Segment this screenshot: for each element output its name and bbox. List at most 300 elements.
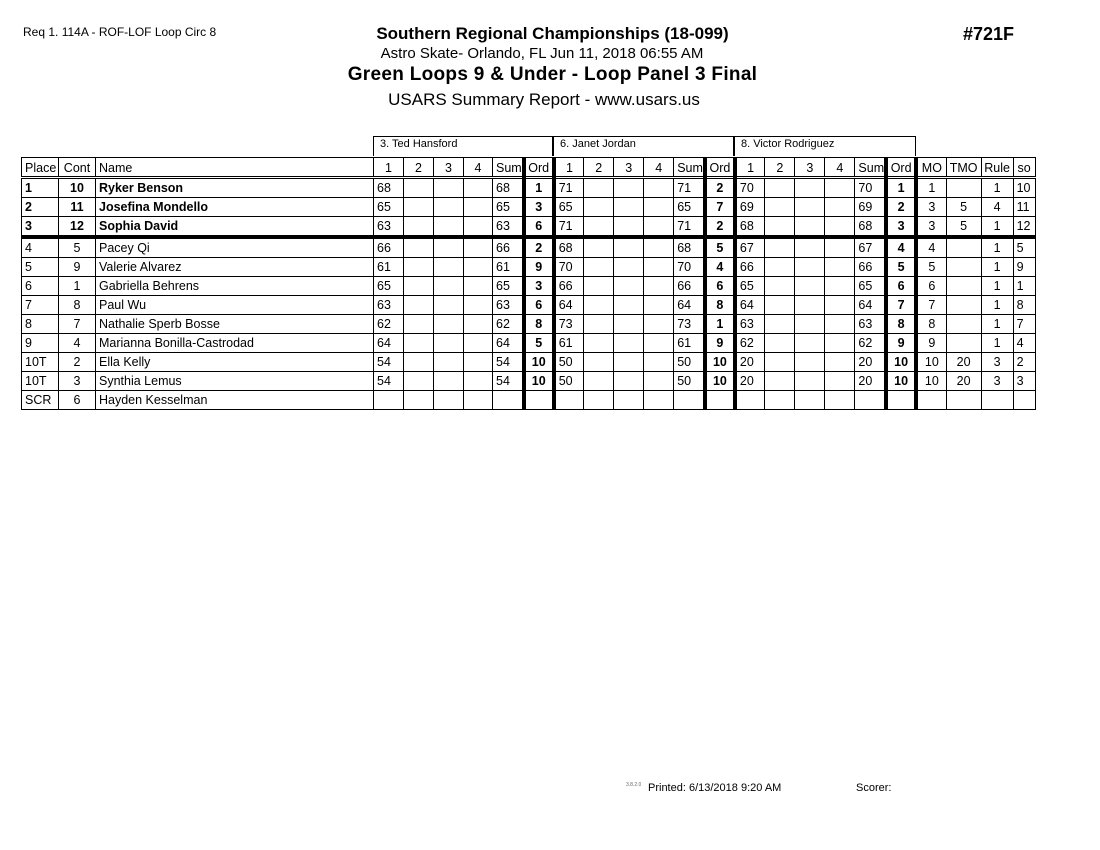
judge-header-3: 8. Victor Rodriguez (734, 136, 916, 156)
score-cell (464, 334, 493, 353)
report-title: USARS Summary Report - www.usars.us (388, 90, 700, 109)
ordinal-cell: 5 (705, 237, 735, 258)
ordinal-cell: 6 (705, 277, 735, 296)
ordinal-cell: 9 (524, 258, 554, 277)
results-table (21, 157, 1036, 410)
tmo-cell: 5 (946, 198, 981, 217)
place-cell: 3 (22, 217, 59, 238)
score-cell (795, 237, 825, 258)
sum-cell: 64 (493, 334, 524, 353)
score-cell (795, 353, 825, 372)
score-cell (644, 334, 674, 353)
score-cell: 63 (735, 315, 765, 334)
rule-cell: 1 (981, 217, 1013, 238)
score-cell (825, 372, 855, 391)
ordinal-cell: 10 (524, 353, 554, 372)
score-cell (374, 391, 404, 410)
skater-name-cell: Josefina Mondello (96, 198, 374, 217)
score-cell (644, 391, 674, 410)
score-cell (795, 391, 825, 410)
skater-name-cell: Paul Wu (96, 296, 374, 315)
score-cell (735, 391, 765, 410)
so-cell: 12 (1013, 217, 1035, 238)
score-cell: 50 (554, 353, 584, 372)
score-cell: 54 (374, 353, 404, 372)
ordinal-cell: 10 (886, 353, 916, 372)
rule-cell: 3 (981, 372, 1013, 391)
score-cell (404, 315, 434, 334)
competition-title: Southern Regional Championships (18-099) (376, 24, 729, 43)
cont-cell: 2 (59, 353, 96, 372)
ordinal-cell: 1 (705, 315, 735, 334)
tmo-cell: 20 (946, 372, 981, 391)
score-cell (404, 237, 434, 258)
rule-cell: 1 (981, 334, 1013, 353)
score-cell (404, 198, 434, 217)
rule-cell: 1 (981, 258, 1013, 277)
sum-cell: 67 (855, 237, 886, 258)
score-cell (584, 372, 614, 391)
score-cell: 61 (554, 334, 584, 353)
col-tmo: TMO (946, 158, 981, 178)
ordinal-cell: 8 (705, 296, 735, 315)
judge-header-1: 3. Ted Hansford (373, 136, 553, 156)
ordinal-cell: 10 (886, 372, 916, 391)
tmo-cell (946, 277, 981, 296)
score-cell (464, 178, 493, 198)
score-cell (765, 217, 795, 238)
score-cell (404, 372, 434, 391)
score-cell: 66 (374, 237, 404, 258)
sum-cell (674, 391, 705, 410)
score-cell (584, 315, 614, 334)
score-cell: 64 (374, 334, 404, 353)
rule-cell: 1 (981, 277, 1013, 296)
score-cell (404, 353, 434, 372)
score-cell (644, 296, 674, 315)
sum-cell: 62 (855, 334, 886, 353)
score-cell (825, 178, 855, 198)
skater-name-cell: Sophia David (96, 217, 374, 238)
ordinal-cell: 6 (886, 277, 916, 296)
sum-cell: 50 (674, 353, 705, 372)
ordinal-cell: 5 (886, 258, 916, 277)
score-cell (795, 258, 825, 277)
score-cell (434, 237, 464, 258)
place-cell: 10T (22, 353, 59, 372)
score-cell: 54 (374, 372, 404, 391)
col-j1-ord: Ord (524, 158, 554, 178)
sum-cell: 70 (855, 178, 886, 198)
score-cell: 66 (735, 258, 765, 277)
score-cell (825, 217, 855, 238)
ordinal-cell: 6 (524, 217, 554, 238)
tmo-cell (946, 391, 981, 410)
score-cell: 65 (374, 198, 404, 217)
sum-cell: 64 (674, 296, 705, 315)
table-row (22, 277, 1036, 296)
header-row (22, 158, 1036, 178)
col-j3-3: 3 (795, 158, 825, 178)
scorer-label: Scorer: (856, 782, 892, 794)
ordinal-cell: 4 (886, 237, 916, 258)
sum-cell: 64 (855, 296, 886, 315)
ordinal-cell: 3 (886, 217, 916, 238)
score-cell (434, 315, 464, 334)
so-cell: 2 (1013, 353, 1035, 372)
place-cell: 10T (22, 372, 59, 391)
ordinal-cell: 3 (524, 198, 554, 217)
skater-name-cell: Synthia Lemus (96, 372, 374, 391)
place-cell: 6 (22, 277, 59, 296)
score-cell (584, 334, 614, 353)
score-cell (825, 296, 855, 315)
sum-cell: 65 (674, 198, 705, 217)
score-cell (404, 258, 434, 277)
sum-cell: 61 (674, 334, 705, 353)
sum-cell: 71 (674, 178, 705, 198)
sum-cell: 65 (493, 277, 524, 296)
sum-cell (855, 391, 886, 410)
ordinal-cell: 2 (886, 198, 916, 217)
score-cell (614, 178, 644, 198)
col-rule: Rule (981, 158, 1013, 178)
ordinal-cell: 6 (524, 296, 554, 315)
score-cell (464, 372, 493, 391)
ordinal-cell: 2 (705, 178, 735, 198)
sum-cell: 54 (493, 372, 524, 391)
score-cell (434, 198, 464, 217)
col-mo: MO (916, 158, 946, 178)
ordinal-cell: 3 (524, 277, 554, 296)
sum-cell: 63 (493, 217, 524, 238)
score-cell (464, 237, 493, 258)
score-cell (584, 277, 614, 296)
sum-cell: 66 (855, 258, 886, 277)
score-cell (795, 217, 825, 238)
score-cell (825, 315, 855, 334)
rule-cell: 3 (981, 353, 1013, 372)
col-j1-3: 3 (434, 158, 464, 178)
score-cell (404, 334, 434, 353)
score-cell (464, 353, 493, 372)
score-cell (765, 334, 795, 353)
score-cell: 62 (374, 315, 404, 334)
sum-cell: 62 (493, 315, 524, 334)
score-cell (434, 178, 464, 198)
score-cell (644, 258, 674, 277)
so-cell: 11 (1013, 198, 1035, 217)
ordinal-cell (886, 391, 916, 410)
ordinal-cell: 7 (705, 198, 735, 217)
mo-cell: 10 (916, 372, 946, 391)
score-cell (404, 277, 434, 296)
rule-cell (981, 391, 1013, 410)
score-cell (765, 277, 795, 296)
score-cell (434, 391, 464, 410)
score-cell (404, 296, 434, 315)
score-cell (464, 391, 493, 410)
col-j2-1: 1 (554, 158, 584, 178)
rule-cell: 1 (981, 315, 1013, 334)
skater-name-cell: Ryker Benson (96, 178, 374, 198)
score-cell (614, 217, 644, 238)
score-cell (644, 178, 674, 198)
score-cell (464, 258, 493, 277)
ordinal-cell: 8 (886, 315, 916, 334)
score-cell: 68 (374, 178, 404, 198)
place-cell: 4 (22, 237, 59, 258)
sum-cell: 66 (493, 237, 524, 258)
skater-name-cell: Ella Kelly (96, 353, 374, 372)
cont-cell: 10 (59, 178, 96, 198)
cont-cell: 12 (59, 217, 96, 238)
score-cell: 73 (554, 315, 584, 334)
mo-cell: 3 (916, 217, 946, 238)
score-cell: 63 (374, 217, 404, 238)
table-row (22, 372, 1036, 391)
score-cell (765, 353, 795, 372)
cont-cell: 9 (59, 258, 96, 277)
ordinal-cell: 8 (524, 315, 554, 334)
sum-cell: 69 (855, 198, 886, 217)
place-cell: 8 (22, 315, 59, 334)
score-cell (614, 258, 644, 277)
sum-cell: 70 (674, 258, 705, 277)
sum-cell: 54 (493, 353, 524, 372)
score-cell: 67 (735, 237, 765, 258)
score-cell: 61 (374, 258, 404, 277)
sum-cell: 63 (493, 296, 524, 315)
skater-name-cell: Valerie Alvarez (96, 258, 374, 277)
sum-cell: 68 (855, 217, 886, 238)
score-cell (825, 391, 855, 410)
score-cell: 71 (554, 178, 584, 198)
ordinal-cell: 9 (886, 334, 916, 353)
sum-cell: 68 (493, 178, 524, 198)
skater-name-cell: Nathalie Sperb Bosse (96, 315, 374, 334)
score-cell (614, 277, 644, 296)
score-cell (825, 353, 855, 372)
ordinal-cell: 2 (705, 217, 735, 238)
table-row (22, 353, 1036, 372)
score-cell (644, 372, 674, 391)
table-row (22, 334, 1036, 353)
score-cell (644, 217, 674, 238)
score-cell: 66 (554, 277, 584, 296)
venue-datetime: Astro Skate- Orlando, FL Jun 11, 2018 06:55 AM (380, 45, 704, 62)
so-cell: 9 (1013, 258, 1035, 277)
score-cell (765, 372, 795, 391)
col-place: Place (22, 158, 59, 178)
place-cell: SCR (22, 391, 59, 410)
score-cell (584, 198, 614, 217)
score-cell (765, 237, 795, 258)
tmo-cell: 20 (946, 353, 981, 372)
score-cell (795, 178, 825, 198)
score-cell: 64 (554, 296, 584, 315)
score-cell (554, 391, 584, 410)
sum-cell (493, 391, 524, 410)
score-cell (464, 217, 493, 238)
rule-cell: 1 (981, 237, 1013, 258)
score-cell (795, 372, 825, 391)
table-row (22, 178, 1036, 198)
mo-cell: 10 (916, 353, 946, 372)
score-cell (644, 353, 674, 372)
ordinal-cell (524, 391, 554, 410)
score-cell (464, 277, 493, 296)
score-cell (404, 217, 434, 238)
score-cell (584, 296, 614, 315)
score-cell (825, 277, 855, 296)
sum-cell: 63 (855, 315, 886, 334)
score-cell (825, 334, 855, 353)
score-cell: 62 (735, 334, 765, 353)
col-j3-2: 2 (765, 158, 795, 178)
score-cell (825, 237, 855, 258)
score-cell (404, 391, 434, 410)
sum-cell: 71 (674, 217, 705, 238)
col-so: so (1013, 158, 1035, 178)
tmo-cell: 5 (946, 217, 981, 238)
score-cell (614, 198, 644, 217)
col-j3-1: 1 (735, 158, 765, 178)
so-cell: 1 (1013, 277, 1035, 296)
score-cell (765, 258, 795, 277)
event-number: #721F (963, 24, 1015, 44)
score-cell (614, 237, 644, 258)
score-cell (584, 178, 614, 198)
score-cell: 65 (374, 277, 404, 296)
score-cell: 63 (374, 296, 404, 315)
sum-cell: 65 (493, 198, 524, 217)
ordinal-cell: 7 (886, 296, 916, 315)
cont-cell: 5 (59, 237, 96, 258)
col-j1-4: 4 (464, 158, 493, 178)
col-j3-ord: Ord (886, 158, 916, 178)
place-cell: 2 (22, 198, 59, 217)
cont-cell: 8 (59, 296, 96, 315)
mo-cell: 7 (916, 296, 946, 315)
score-cell (614, 391, 644, 410)
rule-cell: 4 (981, 198, 1013, 217)
mo-cell: 4 (916, 237, 946, 258)
score-cell (825, 258, 855, 277)
ordinal-cell: 2 (524, 237, 554, 258)
so-cell: 5 (1013, 237, 1035, 258)
col-j3-4: 4 (825, 158, 855, 178)
score-cell (464, 198, 493, 217)
cont-cell: 7 (59, 315, 96, 334)
score-cell (765, 315, 795, 334)
ordinal-cell: 1 (524, 178, 554, 198)
sum-cell: 20 (855, 372, 886, 391)
mo-cell: 8 (916, 315, 946, 334)
tmo-cell (946, 296, 981, 315)
rule-cell: 1 (981, 178, 1013, 198)
col-j1-1: 1 (374, 158, 404, 178)
cont-cell: 1 (59, 277, 96, 296)
ordinal-cell: 4 (705, 258, 735, 277)
score-cell (614, 353, 644, 372)
table-row (22, 237, 1036, 258)
score-cell (584, 391, 614, 410)
score-cell (464, 315, 493, 334)
place-cell: 1 (22, 178, 59, 198)
score-cell (584, 217, 614, 238)
score-cell: 20 (735, 372, 765, 391)
score-cell (765, 391, 795, 410)
score-cell (434, 277, 464, 296)
score-cell: 20 (735, 353, 765, 372)
printed-timestamp: Printed: 6/13/2018 9:20 AM (648, 782, 782, 794)
col-j2-3: 3 (614, 158, 644, 178)
score-cell (434, 353, 464, 372)
so-cell: 7 (1013, 315, 1035, 334)
judge-header-2: 6. Janet Jordan (553, 136, 734, 156)
table-row (22, 391, 1036, 410)
score-cell: 71 (554, 217, 584, 238)
place-cell: 9 (22, 334, 59, 353)
place-cell: 7 (22, 296, 59, 315)
score-cell (434, 258, 464, 277)
score-cell: 70 (735, 178, 765, 198)
score-cell: 69 (735, 198, 765, 217)
score-cell (644, 315, 674, 334)
sum-cell: 73 (674, 315, 705, 334)
score-cell (584, 353, 614, 372)
skater-name-cell: Marianna Bonilla-Castrodad (96, 334, 374, 353)
score-cell: 50 (554, 372, 584, 391)
so-cell (1013, 391, 1035, 410)
so-cell: 3 (1013, 372, 1035, 391)
score-cell (765, 198, 795, 217)
col-j2-sum: Sum (674, 158, 705, 178)
skater-name-cell: Pacey Qi (96, 237, 374, 258)
event-title: Green Loops 9 & Under - Loop Panel 3 Final (347, 64, 758, 85)
score-cell (644, 198, 674, 217)
sum-cell: 61 (493, 258, 524, 277)
score-cell (614, 315, 644, 334)
so-cell: 8 (1013, 296, 1035, 315)
score-cell: 68 (554, 237, 584, 258)
so-cell: 4 (1013, 334, 1035, 353)
col-cont: Cont (59, 158, 96, 178)
score-cell: 68 (735, 217, 765, 238)
so-cell: 10 (1013, 178, 1035, 198)
table-row (22, 198, 1036, 217)
score-cell (825, 198, 855, 217)
col-j3-sum: Sum (855, 158, 886, 178)
score-cell (434, 217, 464, 238)
cont-cell: 6 (59, 391, 96, 410)
col-j1-sum: Sum (493, 158, 524, 178)
score-cell (614, 372, 644, 391)
sum-cell: 65 (855, 277, 886, 296)
cont-cell: 11 (59, 198, 96, 217)
tmo-cell (946, 315, 981, 334)
tmo-cell (946, 237, 981, 258)
score-cell (795, 296, 825, 315)
software-version: 3.8.2.0 (626, 782, 642, 788)
col-name: Name (96, 158, 374, 178)
sum-cell: 68 (674, 237, 705, 258)
mo-cell (916, 391, 946, 410)
col-j2-2: 2 (584, 158, 614, 178)
mo-cell: 3 (916, 198, 946, 217)
ordinal-cell: 9 (705, 334, 735, 353)
